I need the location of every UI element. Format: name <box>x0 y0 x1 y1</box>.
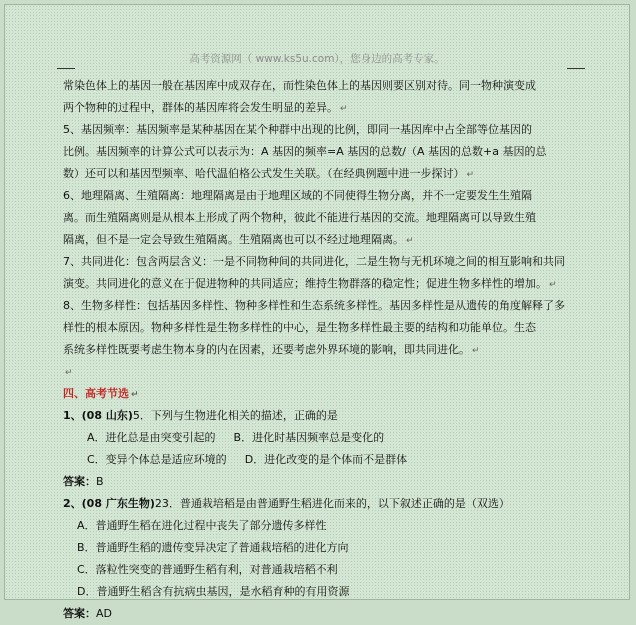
paragraph-mark-icon: ↵ <box>65 368 73 378</box>
option-b: B．进化时基因频率总是变化的 <box>233 431 385 444</box>
answer-label: 答案： <box>63 607 96 620</box>
text-line: 常染色体上的基因一般在基因库中成双存在，而性染色体上的基因则要区别对待。同一物种演变成 <box>63 79 536 92</box>
paragraph-mark-icon: ↵ <box>466 170 475 180</box>
option-a: A．普通野生稻在进化过程中丧失了部分遗传多样性 <box>77 519 327 532</box>
section-title: 四、高考节选 ↵ <box>63 387 139 400</box>
paragraph-mark-icon: ↵ <box>472 346 480 356</box>
question-number: 2、 <box>63 497 82 510</box>
text-line: 5、基因频率：基因频率是某种基因在某个种群中出现的比例，即同一基因库中占全部等位基因的 <box>63 123 532 136</box>
document-body <box>63 75 583 625</box>
answer-label: 答案： <box>63 475 96 488</box>
answer-line <box>63 471 583 493</box>
option-b: B．普通野生稻的遗传变异决定了普通栽培稻的进化方向 <box>77 541 349 554</box>
text-line: 比例。基因频率的计算公式可以表示为：A 基因的频率=A 基因的总数/（A 基因的总数+a 基因的总 <box>63 145 547 158</box>
question-number: 1、 <box>63 409 82 422</box>
option-c: C．变异个体总是适应环境的 <box>87 453 227 466</box>
paragraph-mark-icon: ↵ <box>406 236 414 246</box>
option-c: C．落粒性突变的普通野生稻有利，对普通栽培稻不利 <box>77 563 338 576</box>
answer-value: B <box>96 475 104 488</box>
text-line: 隔离，但不是一定会导致生殖隔离。生殖隔离也可以不经过地理隔离。 ↵ <box>63 233 414 246</box>
blank-line <box>63 361 583 383</box>
text-line: 样性的根本原因。物种多样性是生物多样性的中心，是生物多样性最主要的结构和功能单位。生态 <box>63 321 536 334</box>
option-d: D．进化改变的是个体而不是群体 <box>244 453 408 466</box>
option-d: D．普通野生稻含有抗病虫基因，是水稻育种的有用资源 <box>77 585 350 598</box>
text-line: 演变。共同进化的意义在于促进物种的共同适应；维持生物群落的稳定性；促进生物多样性的增加。 ↵ <box>63 277 557 290</box>
question-2 <box>63 493 583 515</box>
answer-value: AD <box>96 607 112 620</box>
answer-line <box>63 603 583 625</box>
option-a: A．进化总是由突变引起的 <box>87 431 216 444</box>
text-line: 7、共同进化：包含两层含义：一是不同物种间的共同进化，二是生物与无机环境之间的相互影响和共同 <box>63 255 565 268</box>
question-stem: 23．普通栽培稻是由普通野生稻进化而来的，以下叙述正确的是（双选） <box>154 497 510 510</box>
text-line: 离。而生殖隔离则是从根本上形成了两个物种，彼此不能进行基因的交流。地理隔离可以导致生殖 <box>63 211 536 224</box>
question-stem: 5．下列与生物进化相关的描述，正确的是 <box>132 409 338 422</box>
text-line: 数）还可以和基因型频率、哈代温伯格公式发生关联。（在经典例题中进一步探讨） ↵ <box>63 167 475 180</box>
paragraph-mark-icon: ↵ <box>549 280 557 290</box>
paragraph-mark-icon: ↵ <box>131 390 139 400</box>
text-line: 6、地理隔离、生殖隔离：地理隔离是由于地理区域的不同使得生物分离，并不一定要发生生殖隔 <box>63 189 532 202</box>
question-source: (08 山东) <box>81 409 133 422</box>
text-line: 系统多样性既要考虑生物本身的内在因素，还要考虑外界环境的影响，即共同进化。 ↵ <box>63 343 480 356</box>
question-1 <box>63 405 583 427</box>
options-row <box>63 449 583 471</box>
document-page <box>4 4 630 620</box>
page-header: 高考资源网（ www.ks5u.com），您身边的高考专家。 <box>189 53 445 65</box>
paragraph-mark-icon: ↵ <box>340 104 348 114</box>
options-row <box>63 427 583 449</box>
header-rule-left <box>57 68 75 69</box>
text-line: 两个物种的过程中，群体的基因库将会发生明显的差异。 ↵ <box>63 101 348 114</box>
text-line: 8、生物多样性：包括基因多样性、物种多样性和生态系统多样性。基因多样性是从遗传的角度解释了多 <box>63 299 565 312</box>
question-source: (08 广东生物) <box>81 497 155 510</box>
header-rule-right <box>567 68 585 69</box>
